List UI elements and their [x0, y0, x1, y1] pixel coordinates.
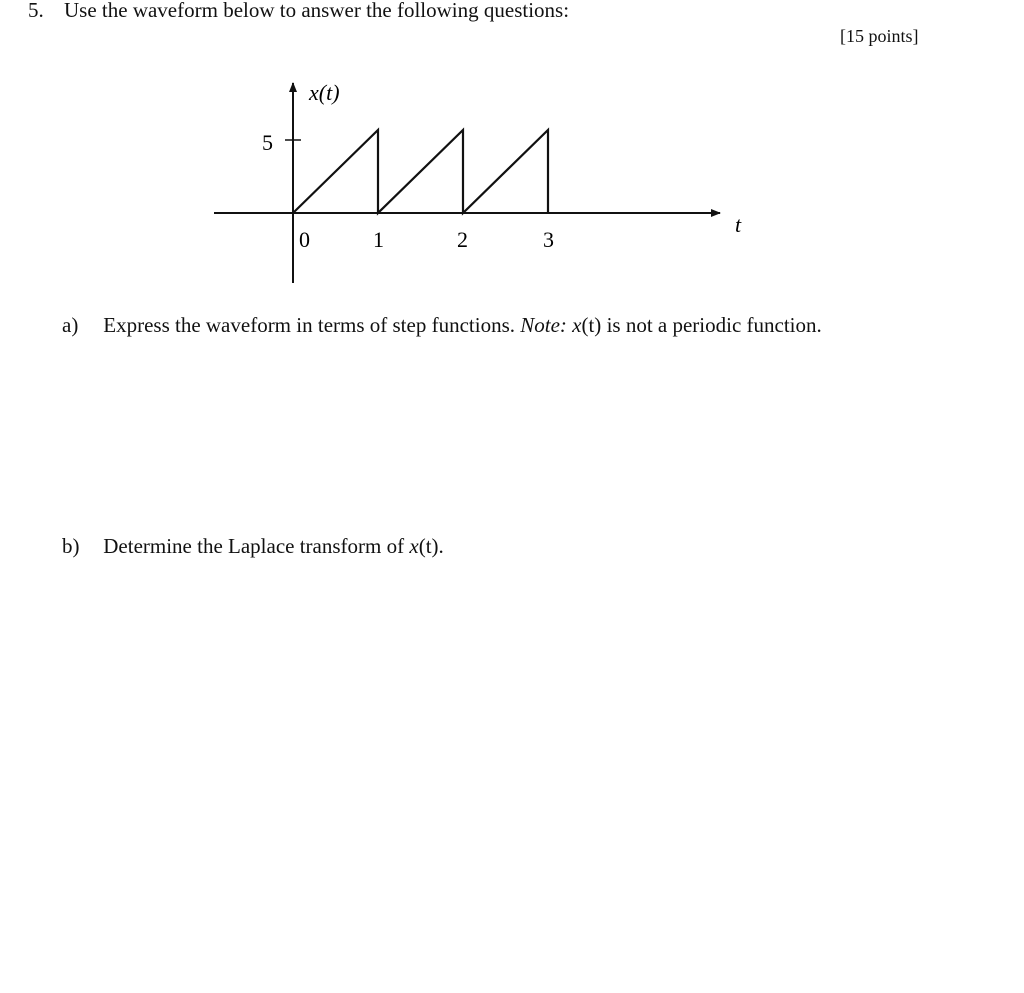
part-a-label: a): [62, 313, 79, 337]
x-tick-label-2: 2: [457, 227, 468, 252]
points-label: [15 points]: [840, 26, 919, 46]
x-tick-label-3: 3: [543, 227, 554, 252]
part-a: [62, 313, 822, 338]
waveform-series-line: [293, 130, 548, 213]
question-prompt: Use the waveform below to answer the following questions:: [64, 0, 570, 22]
waveform-chart: [0, 0, 1024, 300]
part-a-text: Express the waveform in terms of step functions.: [103, 313, 515, 337]
y-tick-label-5: 5: [262, 130, 273, 155]
part-b-rest: .: [438, 534, 444, 558]
part-a-math-x: x: [572, 313, 582, 337]
part-a-math-t: (t): [581, 313, 602, 337]
part-b: [62, 534, 444, 559]
x-tick-label-1: 1: [373, 227, 384, 252]
part-a-note-label: Note:: [520, 313, 567, 337]
part-a-rest: is not a periodic function.: [606, 313, 822, 337]
part-b-text: Determine the Laplace transform of: [103, 534, 405, 558]
question-number: 5.: [28, 0, 44, 22]
y-axis-label: x(t): [309, 80, 340, 105]
part-b-label: b): [62, 534, 80, 558]
part-b-math-t: (t): [418, 534, 439, 558]
x-axis-label: t: [735, 212, 742, 237]
x-tick-label-0: 0: [299, 227, 310, 252]
part-b-math-x: x: [409, 534, 419, 558]
